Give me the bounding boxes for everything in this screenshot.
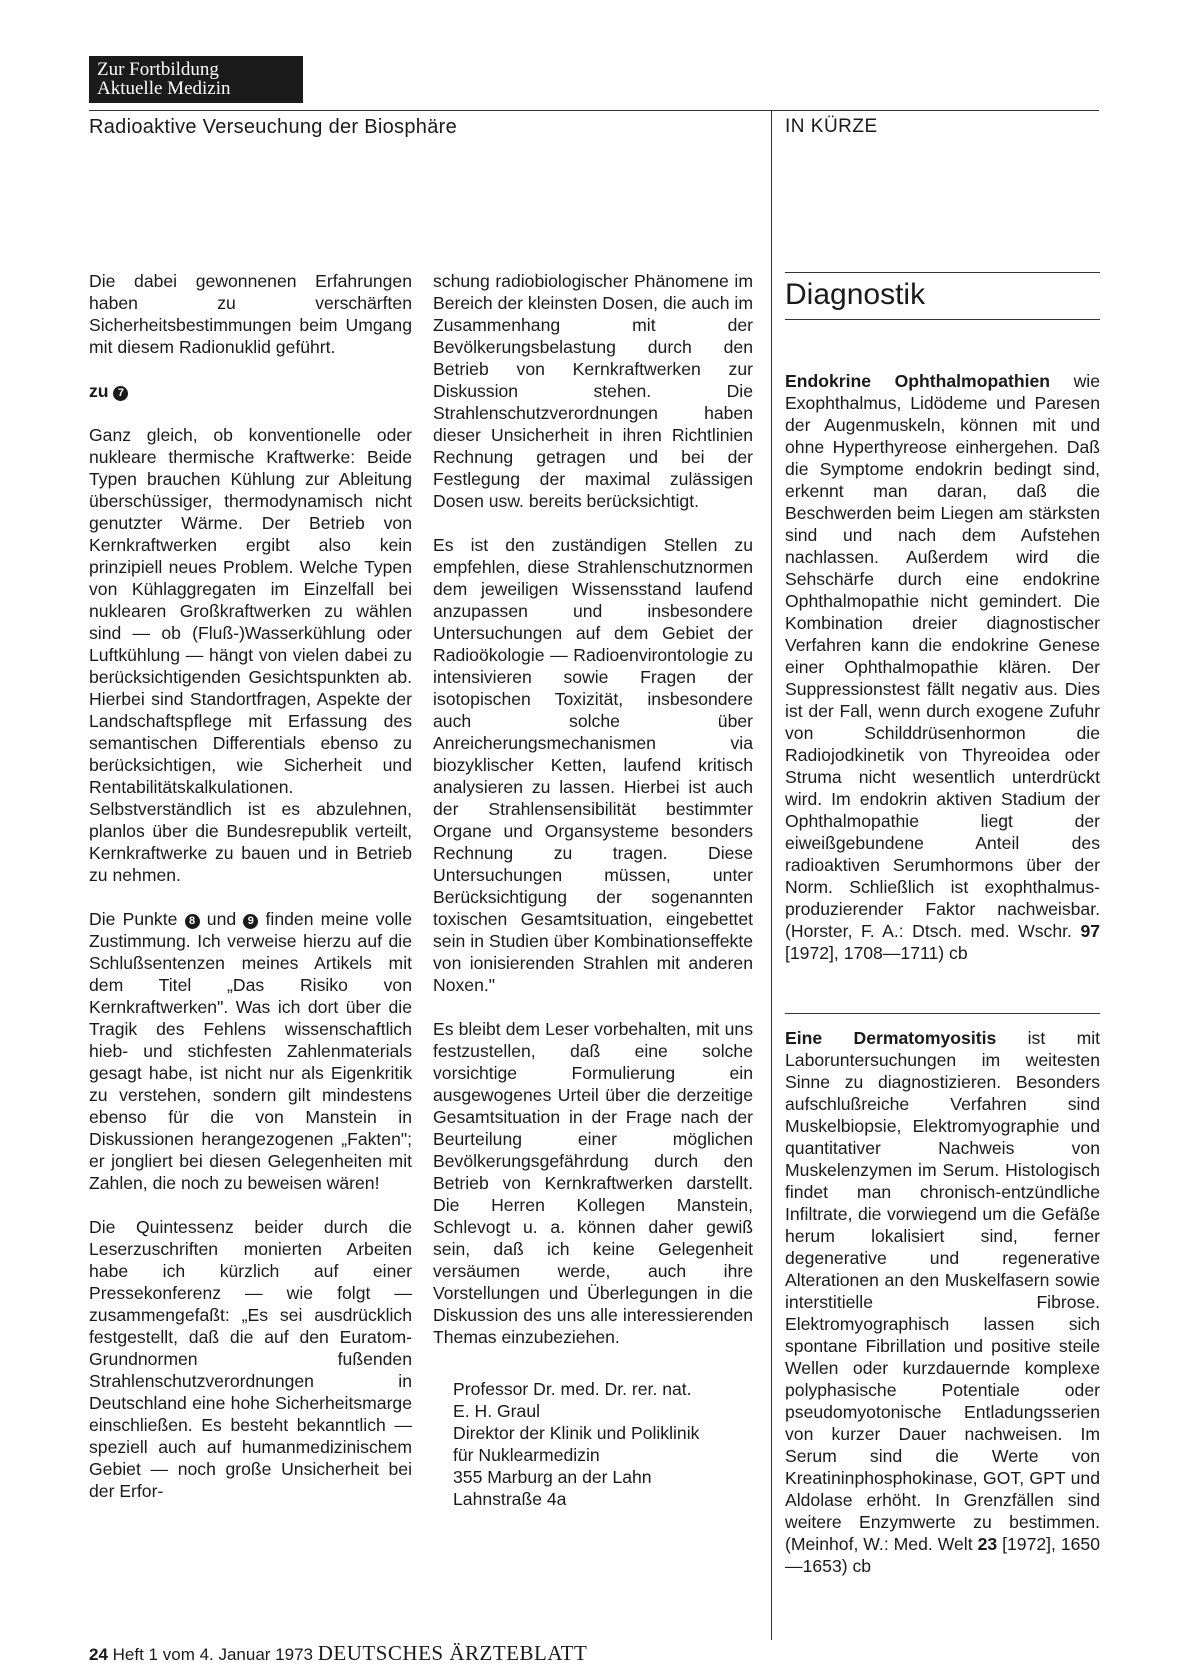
issue-info: Heft 1 vom 4. Januar 1973: [112, 1645, 313, 1664]
sidebar-item-2: Eine Dermatomyositis ist mit Laboruntersuchungen im weitesten Sinne zu diagnostizieren. Besonders aufschlußreiche Verfahren sind Muskelbiopsie, Elektromyographie und quantitativer Nachweis von Muskelenzymen im Serum. Histologisch findet man chronisch-entzündliche Infiltrate, die vorwiegend um die Gefäße herum lokalisiert sind, ferner degenerative und regenerative Alterationen an den Muskelfasern sowie interstitielle Fibrose. Elektromyographisch lassen sich spontane Fibrillation und positive steile Wellen oder kurzdauernde komplexe polyphasische Potentiale oder pseudomyotonische Entladungsserien von kurzer Dauer nachweisen. Im Serum sind die Werte von Kreatininphosphokinase, GOT, GPT und Aldolase erhöht. In Grenzfällen sind weitere Enzymwerte zu bestimmen. (Meinhof, W.: Med. Welt 23 [1972], 1650—1653) cb: [785, 1028, 1101, 1576]
sidebar-item-1: Endokrine Ophthalmopathien wie Exophthalmus, Lidödeme und Paresen der Augenmuskeln, können mit und ohne Hyperthyreose einhergehen. Daß die Symptome endokrin bedingt sind, erkennt man daran, daß die Beschwerden beim Liegen am stärksten sind und nach dem Aufstehen nachlassen. Außerdem wird die Sehschärfe durch eine endokrine Ophthalmopathie nicht gemindert. Die Kombination dreier diagnostischer Verfahren kann die endokrine Genese einer Ophthalmopathie klären. Der Suppressionstest fällt negativ aus. Dies ist der Fall, wenn durch exogene Zufuhr von Schilddrüsenhormon die Radiojodkinetik von Thyreoidea oder Struma nicht wesentlich unterdrückt wird. Im endokrin aktiven Stadium der Ophthalmopathie liegt der eiweißgebundene Anteil des radioaktiven Serumhormons über der Norm. Schließlich ist exophthalmus-produzierender Faktor nachweisbar. (Horster, F. A.: Dtsch. med. Wschr. 97 [1972], 1708—1711) cb: [785, 371, 1101, 963]
item-lead: Eine Dermatomyositis: [785, 1028, 997, 1048]
zu-label: zu: [89, 381, 109, 401]
section-rule-bottom: [785, 319, 1100, 320]
sidebar-label: IN KÜRZE: [785, 116, 878, 137]
paragraph: Die dabei gewonnenen Erfahrungen haben zu verschärften Sicherheitsbestimmungen beim Umgang mit diesem Radionuklid geführt.: [89, 271, 412, 357]
paragraph: Es ist den zuständigen Stellen zu empfehlen, diese Strahlenschutznormen dem jeweiligen Wissensstand laufend anzupassen und insbesondere Untersuchungen auf dem Gebiet der Radioökologie — Radioenvirontologie zu intensivieren sowie Fragen der isotopischen Toxizität, insbesondere auch solche über Anreicherungsmechanismen via biozyklischer Ketten, laufend kritisch analysieren zu lassen. Hierbei ist auch der Strahlensensibilität bestimmter Organe und Organsysteme besonders Rechnung zu tragen. Diese Untersuchungen müssen, unter Berücksichtigung der sogenannten toxischen Gesamtsituation, eingebettet sein in Studien über Kombinationseffekte von ionisierenden Strahlen mit anderen Noxen.": [433, 535, 753, 995]
initials: cb: [949, 943, 968, 963]
article-column-2: [433, 270, 753, 1510]
page-number: 24: [89, 1645, 108, 1664]
section-rule-top: [785, 272, 1100, 273]
address-line: für Nuklearmedizin: [453, 1445, 600, 1465]
sidebar-column: [785, 370, 1100, 1577]
initials: cb: [852, 1556, 872, 1576]
section-badge: [89, 56, 303, 103]
address-line: E. H. Graul: [453, 1401, 541, 1421]
column-divider: [771, 110, 772, 1640]
item-lead: Endokrine Ophthalmopathien: [785, 371, 1051, 391]
badge-line-1: Zur Fortbildung: [97, 59, 219, 80]
paragraph: Die Quintessenz beider durch die Leserzuschriften monierten Arbeiten habe ich kürzlich auf einer Pressekonferenz — wie folgt — zusammengefaßt: „Es sei ausdrücklich festgestellt, daß die auf den Euratom-Grundnormen fußenden Strahlenschutzverordnungen in Deutschland eine hohe Sicherheitsmarge einschließen. Es besteht bekanntlich — speziell auch auf humanmedizinischem Gebiet — noch große Unsicherheit bei der Erfor-: [89, 1217, 412, 1501]
circled-number-7: 7: [113, 386, 128, 401]
circled-number-8: 8: [185, 914, 200, 929]
masthead: DEUTSCHES ÄRZTEBLATT: [317, 1641, 588, 1665]
address-line: Professor Dr. med. Dr. rer. nat.: [453, 1379, 692, 1399]
badge-line-2: Aktuelle Medizin: [97, 78, 231, 99]
paragraph: schung radiobiologischer Phänomene im Bereich der kleinsten Dosen, die auch im Zusammenhang mit der Bevölkerungsbelastung durch den Betrieb von Kernkraftwerken zur Diskussion stehen. Die Strahlenschutzverordnungen haben dieser Unsicherheit in ihren Richtlinien Rechnung getragen und bei der Festlegung der maximal zulässigen Dosen usw. bereits berücksichtigt.: [433, 271, 753, 511]
section-title: Diagnostik: [785, 278, 926, 311]
paragraph: Es bleibt dem Leser vorbehalten, mit uns festzustellen, daß eine solche vorsichtige Formulierung ein ausgewogenes Urteil über die derzeitige Gesamtsituation in der Frage nach der Beurteilung einer möglichen Bevölkerungsgefährdung durch den Betrieb von Kernkraftwerken darstellt. Die Herren Kollegen Manstein, Schlevogt u. a. können daher gewiß sein, daß ich keine Gelegenheit versäumen werde, auch ihre Vorstellungen und Überlegungen in die Diskussion des uns alle interessierenden Themas einzubeziehen.: [433, 1019, 753, 1347]
address-line: 355 Marburg an der Lahn: [453, 1467, 652, 1487]
address-line: Direktor der Klinik und Poliklinik: [453, 1423, 700, 1443]
subheading-zu: [89, 380, 412, 402]
address-line: Lahnstraße 4a: [453, 1489, 567, 1509]
page-footer: [89, 1641, 587, 1666]
paragraph: Die Punkte 8 und 9 finden meine volle Zustimmung. Ich verweise hierzu auf die Schlußsentenzen meines Artikels mit dem Titel „Das Risiko von Kernkraftwerken". Was ich dort über die Tragik des Fehlens wissenschaftlich hieb- und stichfesten Zahlenmaterials gesagt habe, ist nicht nur als Eigenkritik zu verstehen, sondern gilt mindestens ebenso für die von Manstein in Diskussionen herangezogenen „Fakten"; er jongliert bei diesen Gelegenheiten mit Zahlen, die noch zu beweisen wären!: [89, 909, 412, 1193]
article-column-1: [89, 270, 412, 1502]
author-address: [433, 1378, 753, 1510]
running-title: Radioaktive Verseuchung der Biosphäre: [89, 116, 457, 138]
item-separator: [785, 1013, 1100, 1014]
circled-number-9: 9: [243, 914, 258, 929]
paragraph: Ganz gleich, ob konventionelle oder nukleare thermische Kraftwerke: Beide Typen brauchen Kühlung zur Ableitung überschüssiger, thermodynamisch nicht genutzter Wärme. Der Betrieb von Kernkraftwerken ergibt also kein prinzipiell neues Problem. Welche Typen von Kühlaggregaten im Einzelfall bei nuklearen Großkraftwerken zu wählen sind — ob (Fluß-)Wasserkühlung oder Luftkühlung — hängt von vielen dabei zu berücksichtigenden Gesichtspunkten ab. Hierbei sind Standortfragen, Aspekte der Landschaftspflege mit Erfassung des semantischen Differentials ebenso zu berücksichtigen, wie Sicherheit und Rentabilitätskalkulationen. Selbstverständlich ist es abzulehnen, planlos über die Bundesrepublik verteilt, Kernkraftwerke zu bauen und in Betrieb zu nehmen.: [89, 425, 412, 885]
top-rule: [89, 110, 1099, 111]
